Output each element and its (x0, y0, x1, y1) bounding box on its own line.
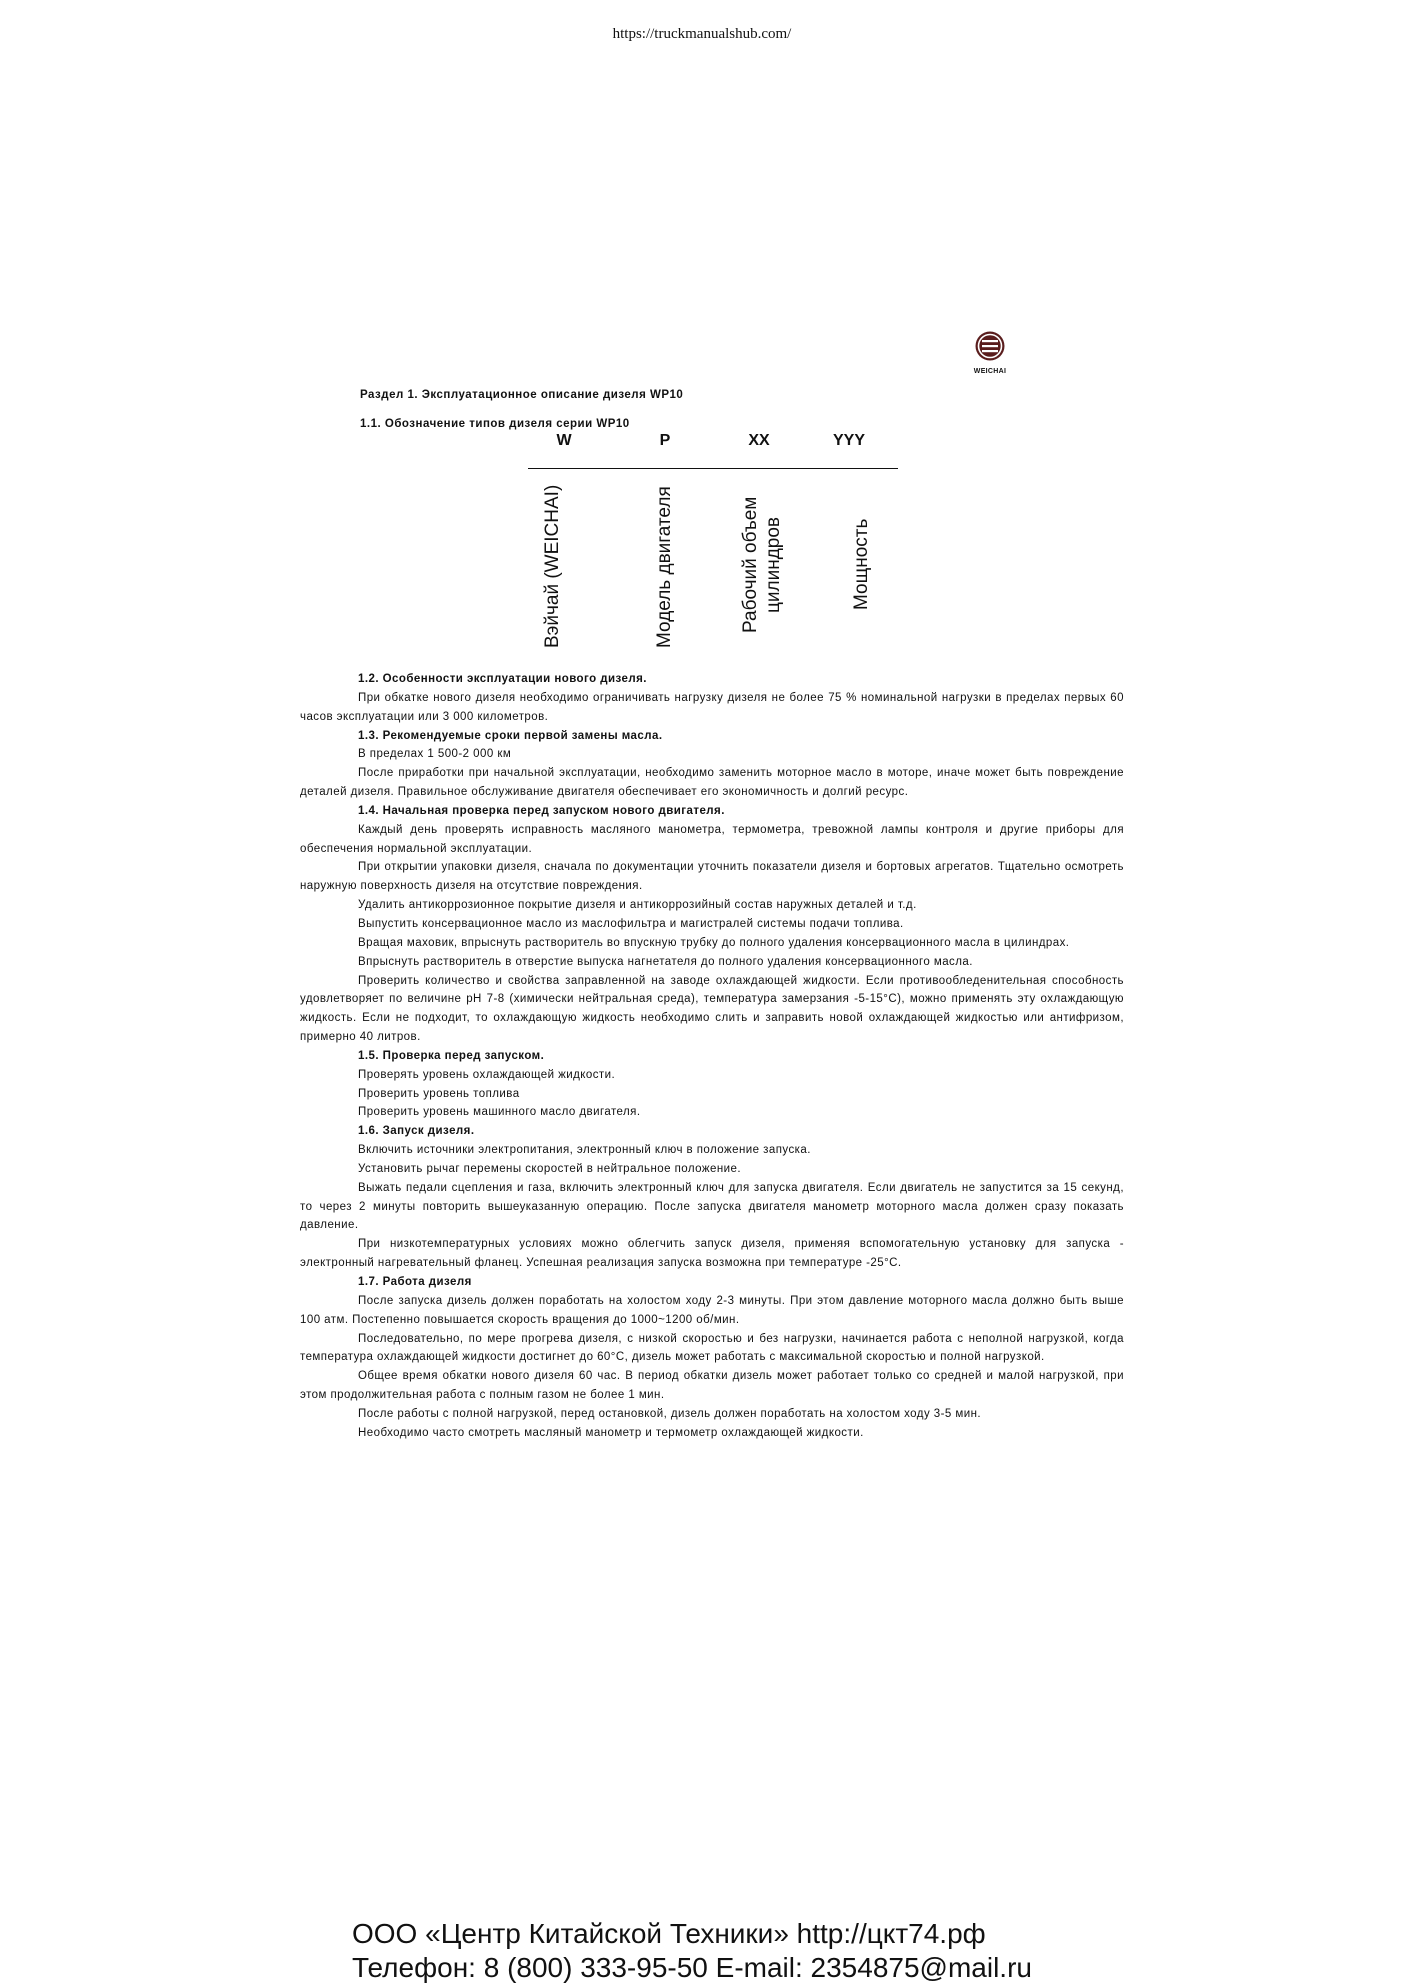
section-title: Раздел 1. Эксплуатационное описание дизеля WP10 (360, 389, 684, 401)
label-cylinders: цилиндров (763, 516, 784, 613)
paragraph: Вращая маховик, впрыснуть растворитель во впускную трубку до полного удаления консервационного масла в цилиндрах. (358, 936, 1070, 949)
label-weichai: Вэйчай (WEICHAI) (542, 484, 563, 648)
paragraph: Включить источники электропитания, электронный ключ в положение запуска. (358, 1144, 811, 1157)
section-heading: 1.6. Запуск дизеля. (358, 1125, 475, 1138)
paragraph: Проверить уровень машинного масло двигателя. (358, 1106, 641, 1119)
code-letter-p: P (659, 432, 671, 449)
paragraph: При низкотемпературных условиях можно облегчить запуск дизеля, применяя вспомогательную установку для запуска - электронный нагревательный фланец. Успешная реализация запуска возможна при температуре -25°C. (300, 1238, 1124, 1270)
paragraph: Последовательно, по мере прогрева дизеля, с низкой скоростью и без нагрузки, начинается работа с неполной нагрузкой, когда температура охлаждающей жидкости достигнет до 60°C, дизель может работать с максимальной скоростью и полной нагрузкой. (300, 1332, 1124, 1364)
section-heading: 1.7. Работа дизеля (358, 1276, 472, 1288)
paragraph: Проверить количество и свойства заправленной на заводе охлаждающей жидкости. Если противообледенительная способность удовлетворяет по величине pH 7-8 (химически нейтральная среда), температура замерзания -5-15°C), можно применять эту охлаждающую жидкость. Если не подходит, то охлаждающую жидкость необходимо слить и заправить новой охлаждающей жидкостью или антифризом, примерно 40 литров. (300, 974, 1124, 1044)
paragraph: Удалить антикоррозионное покрытие дизеля и антикоррозийный состав наружных деталей и т.д. (358, 899, 917, 912)
code-letter-xx: XX (748, 432, 770, 449)
label-power: Мощность (851, 518, 872, 610)
section-heading: 1.3. Рекомендуемые сроки первой замены масла. (358, 729, 663, 742)
subsection-title: 1.1. Обозначение типов дизеля серии WP10 (360, 418, 630, 430)
footer-company-line: ООО «Центр Китайской Техники» http://цкт74.рф (352, 1918, 986, 1949)
code-letter-yyy: YYY (832, 432, 865, 449)
weichai-emblem-icon (974, 330, 1006, 362)
paragraph: Общее время обкатки нового дизеля 60 час. В период обкатки дизель может работает только со средней и малой нагрузкой, при этом продолжительная работа с полным газом не более 1 мин. (300, 1370, 1124, 1402)
body-text (300, 670, 1124, 1443)
logo-text: WEICHAI (973, 368, 1007, 375)
paragraph: Проверить уровень топлива (358, 1087, 520, 1100)
section-heading: 1.4. Начальная проверка перед запуском нового двигателя. (358, 804, 725, 817)
paragraph: Впрыснуть растворитель в отверстие выпуска нагнетателя до полного удаления консервационного масла. (358, 955, 973, 968)
paragraph: После работы с полной нагрузкой, перед остановкой, дизель должен поработать на холостом ходу 3-5 мин. (358, 1407, 982, 1420)
paragraph: При обкатке нового дизеля необходимо ограничивать нагрузку дизеля не более 75 % номинальной нагрузки в пределах первых 60 часов эксплуатации или 3 000 километров. (300, 691, 1124, 723)
footer (352, 1917, 1032, 1985)
code-letter-w: W (556, 432, 572, 449)
weichai-logo (968, 330, 1012, 375)
paragraph: Выжать педали сцепления и газа, включить электронный ключ для запуска двигателя. Если двигатель не запустится за 15 секунд, то через 2 минуты повторить вышеуказанную операцию. После запуска двигателя манометр моторного масла должен сразу показать давление. (300, 1181, 1124, 1232)
paragraph: При открытии упаковки дизеля, сначала по документации уточнить показатели дизеля и бортовых агрегатов. Тщательно осмотреть наружную поверхность дизеля на отсутствие повреждения. (300, 861, 1124, 893)
section-heading: 1.5. Проверка перед запуском. (358, 1049, 545, 1062)
footer-contact-line: Телефон: 8 (800) 333-95-50 E-mail: 2354875@mail.ru (352, 1952, 1032, 1983)
paragraph: В пределах 1 500-2 000 км (358, 748, 512, 761)
paragraph: После запуска дизель должен поработать на холостом ходу 2-3 минуты. При этом давление моторного масла должно быть выше 100 атм. Постепенно повышается скорость вращения до 1000~1200 об/мин. (300, 1294, 1124, 1326)
paragraph: Выпустить консервационное масло из маслофильтра и магистралей системы подачи топлива. (358, 917, 904, 930)
paragraph: Необходимо часто смотреть масляный манометр и термометр охлаждающей жидкости. (358, 1426, 864, 1439)
label-engine-model: Модель двигателя (654, 486, 675, 648)
section-heading: 1.2. Особенности эксплуатации нового дизеля. (358, 673, 647, 685)
paragraph: Каждый день проверять исправность масляного манометра, термометра, тревожной лампы контроля и другие приборы для обеспечения нормальной эксплуатации. (300, 823, 1124, 855)
paragraph: Проверять уровень охлаждающей жидкости. (358, 1068, 616, 1081)
header-url[interactable]: https://truckmanualshub.com/ (612, 26, 792, 42)
code-underline (528, 468, 898, 469)
paragraph: После приработки при начальной эксплуатации, необходимо заменить моторное масло в моторе, иначе может быть повреждение деталей дизеля. Правильное обслуживание двигателя обеспечивает его экономичность и долгий ресурс. (300, 767, 1124, 799)
label-displacement: Рабочий объем (740, 496, 761, 633)
paragraph: Установить рычаг перемены скоростей в нейтральное положение. (358, 1162, 742, 1175)
